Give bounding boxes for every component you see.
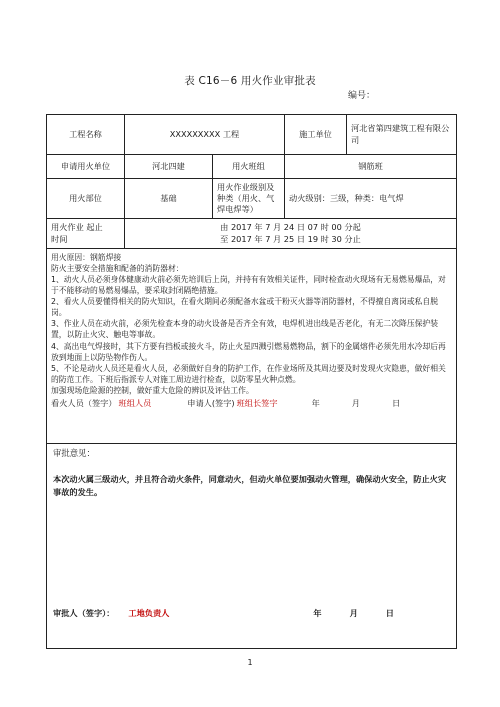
project-name-value: XXXXXXXXX 工程 [125,115,285,155]
serial-number-label: 编号： [348,91,376,101]
measure-item-3: 3、作业人员在动火前，必须先检查本身的动火设备是否齐全有效，电焊机进出线是否老化，有无二次降压保护装置，以防止火灾、触电等事故。 [51,319,439,340]
approval-month: 月 [349,607,358,618]
applicant-unit-row [47,155,457,179]
applicant-unit-value: 河北四建 [125,155,213,179]
fire-level-value: 动火级别：三级，种类：电气焊 [285,179,457,219]
info-month: 月 [351,397,360,408]
approver-signature: 工地负责人 [128,607,170,618]
project-row [47,115,457,155]
fire-time-to: 至 2017 年 7 月 25 日 19 时 30 分止 [220,233,361,244]
fire-location-value: 基础 [125,179,213,219]
safety-measures-row [47,249,457,444]
fire-team-value: 钢筋班 [285,155,457,179]
applicant-unit-label: 申请用火单位 [47,155,125,179]
fire-reason: 用火原因：钢筋焊接 [51,253,122,262]
fire-time-label [47,219,125,249]
approval-day: 日 [385,607,394,618]
approval-cell [47,444,457,649]
fire-level-label: 用火作业级别及种类（用火、气焊电焊等） [213,179,285,219]
fire-location-label: 用火部位 [47,179,125,219]
fire-time-label-line2: 时间 [51,233,68,244]
info-day: 日 [391,397,401,408]
applicant-label: 申请人(签字) [187,397,235,408]
applicant-signature: 班组长签字 [236,397,278,408]
measure-item-5: 5、不论是动火人员还是看火人员，必须做好自身的防护工作，在作业场所及其周边要及时发现火灾隐患，做好相关的防范工作。下班后指派专人对施工周边进行检查，以防零星火种点燃。 [51,363,446,384]
fire-time-value [125,219,457,249]
safety-measures-cell [47,249,457,444]
approval-text: 本次动火属三级动火，并且符合动火条件，同意动火，但动火单位要加强动火管理，确保动火安全，防止火灾事故的发生。 [53,474,447,498]
project-name-label: 工程名称 [47,115,125,155]
watcher-signature: 班组人员 [118,397,152,408]
fire-team-label: 用火班组 [213,155,285,179]
measures-title: 防火主要安全措施和配备的消防器材： [51,264,184,274]
page-number: 1 [247,658,253,667]
info-year: 年 [311,397,320,408]
watcher-label: 看火人员（签字） [51,397,117,408]
document-title: 表 C16－6 用火作业审批表 [184,75,316,87]
info-signature-line [51,398,452,409]
measure-item-6: 加强现场危险源的控制，做好重大危险的辨识及评估工作。 [51,385,254,395]
approver-label: 审批人（签字）： [53,607,115,618]
approval-form-table [46,114,457,649]
approval-signature-line [53,608,450,619]
measure-item-1: 1、动火人员必须身体健康动火前必须先培训后上岗，并持有有效相关证件，同时检查动火现场有无易燃易爆品，对于不能移动的易燃易爆品，要采取封闭隔绝措施。 [51,275,446,296]
time-row [47,219,457,249]
fire-time-label-line1: 用火作业 起止 [51,222,103,233]
approval-heading: 审批意见： [53,448,95,458]
contractor-label: 施工单位 [285,115,347,155]
fire-time-from: 由 2017 年 7 月 24 日 07 时 00 分起 [220,222,361,233]
measure-item-4: 4、高出电气焊接时，其下方要有挡板或接火斗，防止火星四溅引燃易燃物品，割下的金属熔件必须先用水冷却后再放到地面上以防坠物作伤人。 [51,341,446,362]
approval-year: 年 [313,607,322,618]
location-row [47,179,457,219]
measure-item-2: 2、看火人员要懂得相关的防火知识，在看火期间必须配备水盆或干粉灭火器等消防器材，不得擅自离岗或私自脱岗。 [51,297,439,318]
contractor-value: 河北省第四建筑工程有限公司 [347,115,457,155]
approval-row [47,444,457,649]
